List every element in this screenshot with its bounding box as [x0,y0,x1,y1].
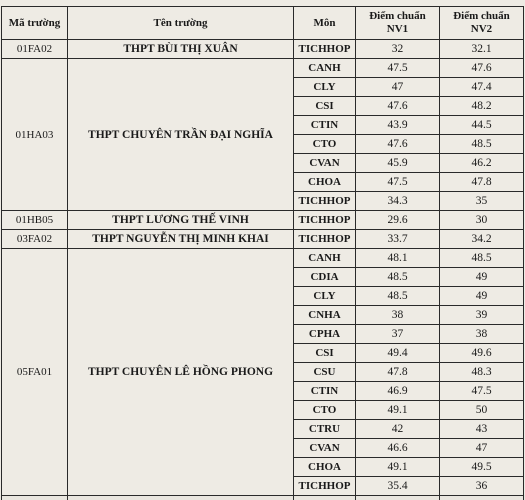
table-header-row [2,7,524,40]
score-nv2-cell: 48.5 [440,249,524,268]
score-nv2-cell: 48.5 [440,135,524,154]
score-nv2-cell: 36 [440,477,524,496]
score-nv2-cell: 49.6 [440,344,524,363]
score-nv1-cell: 49.1 [356,458,440,477]
table-row [2,211,524,230]
subject-cell: TICHHOP [294,40,356,59]
subject-cell: CHOA [294,173,356,192]
score-nv1-cell: 38 [356,306,440,325]
score-nv1-cell: 47.5 [356,173,440,192]
header-score-nv2 [440,7,524,40]
school-code-cell: 01FA02 [2,40,68,59]
score-nv1-cell: 29.6 [356,211,440,230]
school-name-cell: THPT CHUYÊN LÊ HỒNG PHONG [68,249,294,496]
subject-cell: CANH [294,249,356,268]
score-nv2-cell: 48.2 [440,97,524,116]
score-nv1-cell: 45.9 [356,154,440,173]
score-nv2-cell: 44.5 [440,116,524,135]
school-code-cell: 01HB05 [2,211,68,230]
score-nv1-cell: 46.6 [356,439,440,458]
subject-cell: CVAN [294,154,356,173]
subject-cell: CTO [294,401,356,420]
subject-cell: CSI [294,344,356,363]
score-nv1-cell: 34.3 [356,192,440,211]
subject-cell: CANH [294,59,356,78]
cutoff-cell [440,496,524,500]
cutoff-cell [356,496,440,500]
score-nv2-cell: 49 [440,268,524,287]
subject-cell: CSU [294,363,356,382]
score-nv1-cell: 32 [356,40,440,59]
subject-cell: CHOA [294,458,356,477]
score-nv1-cell: 49.4 [356,344,440,363]
header-score-nv2-text: Điểm chuẩn NV2 [447,10,517,36]
score-nv2-cell: 47.4 [440,78,524,97]
subject-cell: CLY [294,78,356,97]
subject-cell: CTIN [294,382,356,401]
subject-cell: TICHHOP [294,211,356,230]
score-nv1-cell: 48.5 [356,287,440,306]
subject-cell: TICHHOP [294,230,356,249]
subject-cell: CTRU [294,420,356,439]
table-row [2,249,524,268]
school-name-cell: THPT NGUYỄN THỊ MINH KHAI [68,230,294,249]
score-nv1-cell: 47.6 [356,135,440,154]
score-nv2-cell: 49.5 [440,458,524,477]
cutoff-cell [2,496,68,500]
score-nv2-cell: 48.3 [440,363,524,382]
score-nv2-cell: 49 [440,287,524,306]
header-school-code: Mã trường [2,7,68,40]
score-nv2-cell: 50 [440,401,524,420]
score-nv1-cell: 46.9 [356,382,440,401]
score-nv1-cell: 33.7 [356,230,440,249]
score-nv1-cell: 47.8 [356,363,440,382]
cutoff-cell [294,496,356,500]
header-score-nv1-text: Điểm chuẩn NV1 [363,10,433,36]
school-code-cell: 03FA02 [2,230,68,249]
score-nv2-cell: 32.1 [440,40,524,59]
score-nv1-cell: 43.9 [356,116,440,135]
header-subject: Môn [294,7,356,40]
score-nv2-cell: 30 [440,211,524,230]
score-nv1-cell: 47.6 [356,97,440,116]
score-nv1-cell: 47.5 [356,59,440,78]
score-nv2-cell: 39 [440,306,524,325]
score-nv2-cell: 47.5 [440,382,524,401]
score-nv2-cell: 43 [440,420,524,439]
school-name-cell: THPT CHUYÊN TRẦN ĐẠI NGHĨA [68,59,294,211]
score-nv2-cell: 38 [440,325,524,344]
school-code-cell: 01HA03 [2,59,68,211]
subject-cell: CTO [294,135,356,154]
score-nv2-cell: 46.2 [440,154,524,173]
subject-cell: CTIN [294,116,356,135]
table-row [2,230,524,249]
score-nv2-cell: 47 [440,439,524,458]
table-row [2,40,524,59]
subject-cell: CSI [294,97,356,116]
cutoff-row [2,496,524,500]
score-nv1-cell: 48.5 [356,268,440,287]
score-nv2-cell: 47.6 [440,59,524,78]
score-nv1-cell: 47 [356,78,440,97]
school-name-cell: THPT BÙI THỊ XUÂN [68,40,294,59]
table-body [2,40,524,500]
subject-cell: TICHHOP [294,477,356,496]
school-code-cell: 05FA01 [2,249,68,496]
subject-cell: CPHA [294,325,356,344]
header-school-name: Tên trường [68,7,294,40]
score-nv1-cell: 42 [356,420,440,439]
school-name-cell: THPT LƯƠNG THẾ VINH [68,211,294,230]
cutoff-cell [68,496,294,500]
score-nv1-cell: 49.1 [356,401,440,420]
subject-cell: CLY [294,287,356,306]
header-score-nv1 [356,7,440,40]
subject-cell: TICHHOP [294,192,356,211]
score-nv2-cell: 47.8 [440,173,524,192]
score-nv1-cell: 37 [356,325,440,344]
score-nv2-cell: 34.2 [440,230,524,249]
subject-cell: CDIA [294,268,356,287]
score-nv1-cell: 35.4 [356,477,440,496]
admission-score-table [1,6,524,500]
table-row [2,59,524,78]
score-nv2-cell: 35 [440,192,524,211]
subject-cell: CNHA [294,306,356,325]
score-nv1-cell: 48.1 [356,249,440,268]
subject-cell: CVAN [294,439,356,458]
